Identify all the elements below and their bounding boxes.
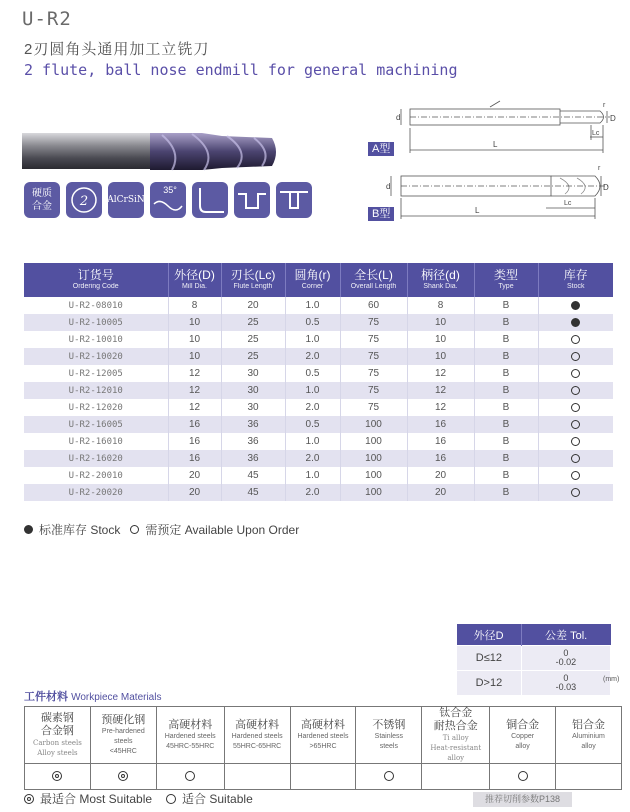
cell-stock <box>538 297 613 314</box>
cell-r: 1.0 <box>285 297 340 314</box>
table-row <box>24 467 613 484</box>
cell-D: 10 <box>168 348 221 365</box>
svg-text:D: D <box>603 183 609 192</box>
tolerance-dia: D>12 <box>457 671 522 696</box>
cell-Lc: 30 <box>221 399 285 416</box>
cell-r: 2.0 <box>285 348 340 365</box>
svg-text:r: r <box>603 102 606 109</box>
workpiece-table <box>24 706 622 790</box>
material-suitability <box>224 764 290 790</box>
order-circle-icon <box>571 386 580 395</box>
material-suitability <box>356 764 422 790</box>
table-row <box>24 484 613 501</box>
type-b-diagram <box>365 160 620 220</box>
cell-stock <box>538 450 613 467</box>
cell-r: 2.0 <box>285 450 340 467</box>
cell-D: 12 <box>168 382 221 399</box>
material-header: 不锈钢 Stainless steels <box>356 707 422 764</box>
tolerance-dia-header: 外径D <box>457 624 522 646</box>
stock-dot-icon <box>24 525 33 534</box>
cell-L: 60 <box>340 297 407 314</box>
svg-text:d: d <box>386 182 391 191</box>
cell-Lc: 45 <box>221 484 285 501</box>
product-title-cn: 2刃圆角头通用加工立铣刀 <box>24 41 210 58</box>
cell-r: 0.5 <box>285 314 340 331</box>
cell-L: 100 <box>340 450 407 467</box>
material-suitability <box>25 764 91 790</box>
suitable-icon <box>185 771 195 781</box>
material-header: 高硬材料 Hardened steels 45HRC-55HRC <box>156 707 224 764</box>
cell-stock <box>538 484 613 501</box>
most-suitable-icon <box>52 771 62 781</box>
cell-d: 8 <box>407 297 474 314</box>
order-circle-icon <box>571 488 580 497</box>
cell-r: 1.0 <box>285 433 340 450</box>
product-code: U-R2 <box>22 8 72 30</box>
svg-text:Lc: Lc <box>564 200 572 207</box>
cell-stock <box>538 382 613 399</box>
cell-Lc: 25 <box>221 314 285 331</box>
cell-stock <box>538 365 613 382</box>
cell-code: U-R2-10020 <box>24 348 168 365</box>
spec-header-cell: 刃长(Lc) Flute Length <box>221 263 285 297</box>
svg-text:D: D <box>610 114 616 123</box>
svg-text:35°: 35° <box>163 185 177 195</box>
product-title-en: 2 flute, ball nose endmill for general machining <box>24 61 458 79</box>
table-row <box>24 416 613 433</box>
cell-D: 16 <box>168 416 221 433</box>
cell-r: 1.0 <box>285 467 340 484</box>
cell-code: U-R2-10005 <box>24 314 168 331</box>
cell-code: U-R2-12020 <box>24 399 168 416</box>
stock-legend-text: 标准库存 Stock <box>39 523 121 537</box>
cell-L: 75 <box>340 365 407 382</box>
cell-type: B <box>474 331 538 348</box>
slotting-icon <box>234 182 270 218</box>
tolerance-dia: D≤12 <box>457 646 522 671</box>
spec-table-header <box>24 263 613 297</box>
type-a-label: A型 <box>368 142 394 156</box>
cell-stock <box>538 416 613 433</box>
table-row <box>24 314 613 331</box>
cell-Lc: 20 <box>221 297 285 314</box>
cell-L: 100 <box>340 433 407 450</box>
cell-Lc: 36 <box>221 450 285 467</box>
svg-text:2: 2 <box>79 194 89 209</box>
cell-Lc: 25 <box>221 348 285 365</box>
cell-d: 12 <box>407 399 474 416</box>
tolerance-row <box>457 671 611 696</box>
spec-header-cell: 类型 Type <box>474 263 538 297</box>
spec-table <box>24 263 613 501</box>
corner-radius-icon <box>192 182 228 218</box>
material-header: 碳素钢 合金钢 Carbon steels Alloy steels <box>25 707 91 764</box>
order-circle-icon <box>571 420 580 429</box>
cell-d: 20 <box>407 484 474 501</box>
cell-type: B <box>474 450 538 467</box>
order-legend-text: 需预定 Available Upon Order <box>145 523 300 537</box>
svg-text:L: L <box>493 140 498 149</box>
cell-code: U-R2-16010 <box>24 433 168 450</box>
cell-type: B <box>474 399 538 416</box>
material-suitability <box>490 764 556 790</box>
cell-r: 2.0 <box>285 399 340 416</box>
cell-code: U-R2-20010 <box>24 467 168 484</box>
table-row <box>24 450 613 467</box>
material-header: 铜合金 Copper alloy <box>490 707 556 764</box>
cell-Lc: 30 <box>221 365 285 382</box>
cell-type: B <box>474 484 538 501</box>
cell-L: 75 <box>340 348 407 365</box>
cell-d: 10 <box>407 331 474 348</box>
cell-r: 1.0 <box>285 382 340 399</box>
cell-type: B <box>474 433 538 450</box>
most-suitable-text: 最适合 Most Suitable <box>40 792 153 806</box>
suitability-legend <box>24 790 253 807</box>
cell-Lc: 25 <box>221 331 285 348</box>
flute-spiral-icon <box>67 183 101 217</box>
order-circle-icon <box>571 369 580 378</box>
cell-code: U-R2-12010 <box>24 382 168 399</box>
cell-D: 20 <box>168 467 221 484</box>
order-circle-icon <box>571 335 580 344</box>
table-row <box>24 297 613 314</box>
cell-code: U-R2-16005 <box>24 416 168 433</box>
material-header: 高硬材料 Hardened steels 55HRC-65HRC <box>224 707 290 764</box>
cell-stock <box>538 348 613 365</box>
cell-d: 16 <box>407 450 474 467</box>
carbide-badge: 硬质 合金 <box>24 182 60 218</box>
material-suitability <box>90 764 156 790</box>
spec-header-cell: 外径(D) Mill Dia. <box>168 263 221 297</box>
cell-code: U-R2-08010 <box>24 297 168 314</box>
table-row <box>24 399 613 416</box>
cell-d: 10 <box>407 348 474 365</box>
profiling-badge <box>276 182 312 218</box>
cell-L: 75 <box>340 331 407 348</box>
cell-stock <box>538 399 613 416</box>
suitable-icon <box>384 771 394 781</box>
cell-type: B <box>474 314 538 331</box>
cell-L: 75 <box>340 399 407 416</box>
cell-code: U-R2-20020 <box>24 484 168 501</box>
cell-code: U-R2-16020 <box>24 450 168 467</box>
material-header: 预硬化钢 Pre-hardened steels <45HRC <box>90 707 156 764</box>
type-b-label: B型 <box>368 207 394 221</box>
cell-D: 16 <box>168 433 221 450</box>
cell-D: 10 <box>168 314 221 331</box>
material-header: 铝合金 Aluminium alloy <box>556 707 622 764</box>
spec-header-cell: 库存 Stock <box>538 263 613 297</box>
cell-d: 10 <box>407 314 474 331</box>
order-circle-icon <box>571 437 580 446</box>
cell-r: 1.0 <box>285 331 340 348</box>
cell-type: B <box>474 297 538 314</box>
spec-header-cell: 全长(L) Overall Length <box>340 263 407 297</box>
tolerance-table <box>456 624 611 696</box>
cell-d: 20 <box>407 467 474 484</box>
cell-D: 20 <box>168 484 221 501</box>
cell-code: U-R2-12005 <box>24 365 168 382</box>
cell-type: B <box>474 382 538 399</box>
cell-d: 12 <box>407 365 474 382</box>
cell-stock <box>538 433 613 450</box>
flute-count-badge <box>66 182 102 218</box>
suitable-icon <box>166 794 176 804</box>
workpiece-title: 工件材料 Workpiece Materials <box>24 691 162 703</box>
cell-Lc: 30 <box>221 382 285 399</box>
material-header: 高硬材料 Hardened steels >65HRC <box>290 707 356 764</box>
stock-dot-icon <box>571 318 580 327</box>
cell-D: 16 <box>168 450 221 467</box>
cell-Lc: 45 <box>221 467 285 484</box>
endmill-photo <box>22 130 280 174</box>
cell-L: 100 <box>340 484 407 501</box>
material-suitability <box>556 764 622 790</box>
cell-stock <box>538 331 613 348</box>
cell-type: B <box>474 416 538 433</box>
cell-d: 12 <box>407 382 474 399</box>
cell-stock <box>538 314 613 331</box>
cell-r: 2.0 <box>285 484 340 501</box>
cell-type: B <box>474 365 538 382</box>
cell-d: 16 <box>407 416 474 433</box>
tolerance-unit: (mm) <box>603 676 620 683</box>
spec-header-cell: 柄径(d) Shank Dia. <box>407 263 474 297</box>
tolerance-row <box>457 646 611 671</box>
table-row <box>24 433 613 450</box>
spec-header-cell: 订货号 Ordering Code <box>24 263 168 297</box>
suitable-icon <box>518 771 528 781</box>
corner-radius-badge <box>192 182 228 218</box>
cell-code: U-R2-10010 <box>24 331 168 348</box>
tolerance-value: 0 -0.03 <box>521 671 610 696</box>
cell-L: 75 <box>340 314 407 331</box>
profiling-icon <box>276 182 312 218</box>
cell-L: 100 <box>340 416 407 433</box>
cell-r: 0.5 <box>285 365 340 382</box>
tolerance-tol-header: 公差 Tol. <box>521 624 610 646</box>
cell-d: 16 <box>407 433 474 450</box>
order-circle-icon <box>130 525 139 534</box>
stock-dot-icon <box>571 301 580 310</box>
cell-L: 75 <box>340 382 407 399</box>
material-header: 钛合金 耐热合金 Ti alloy Heat-resistant alloy <box>422 707 490 764</box>
cell-L: 100 <box>340 467 407 484</box>
spec-header-cell: 圆角(r) Corner <box>285 263 340 297</box>
svg-text:L: L <box>475 206 480 215</box>
order-circle-icon <box>571 471 580 480</box>
cell-r: 0.5 <box>285 416 340 433</box>
suitable-text: 适合 Suitable <box>182 792 253 806</box>
table-row <box>24 348 613 365</box>
cell-D: 10 <box>168 331 221 348</box>
coating-badge: AlCrSiN <box>108 182 144 218</box>
cell-Lc: 36 <box>221 433 285 450</box>
svg-text:r: r <box>598 165 601 172</box>
table-row <box>24 365 613 382</box>
helix-angle-icon <box>150 182 186 218</box>
cell-D: 8 <box>168 297 221 314</box>
cell-type: B <box>474 348 538 365</box>
type-a-diagram <box>365 95 620 160</box>
cell-D: 12 <box>168 365 221 382</box>
cutting-params-link[interactable]: 推荐切削参数P138 <box>473 792 572 807</box>
svg-text:Lc: Lc <box>592 130 600 137</box>
stock-legend <box>24 521 299 538</box>
order-circle-icon <box>571 352 580 361</box>
material-suitability <box>290 764 356 790</box>
tolerance-value: 0 -0.02 <box>521 646 610 671</box>
most-suitable-icon <box>118 771 128 781</box>
table-row <box>24 331 613 348</box>
most-suitable-icon <box>24 794 34 804</box>
cell-stock <box>538 467 613 484</box>
order-circle-icon <box>571 403 580 412</box>
order-circle-icon <box>571 454 580 463</box>
svg-text:d: d <box>396 113 401 122</box>
helix-badge <box>150 182 186 218</box>
cell-D: 12 <box>168 399 221 416</box>
cell-type: B <box>474 467 538 484</box>
material-suitability <box>422 764 490 790</box>
table-row <box>24 382 613 399</box>
material-suitability <box>156 764 224 790</box>
slotting-badge <box>234 182 270 218</box>
cell-Lc: 36 <box>221 416 285 433</box>
